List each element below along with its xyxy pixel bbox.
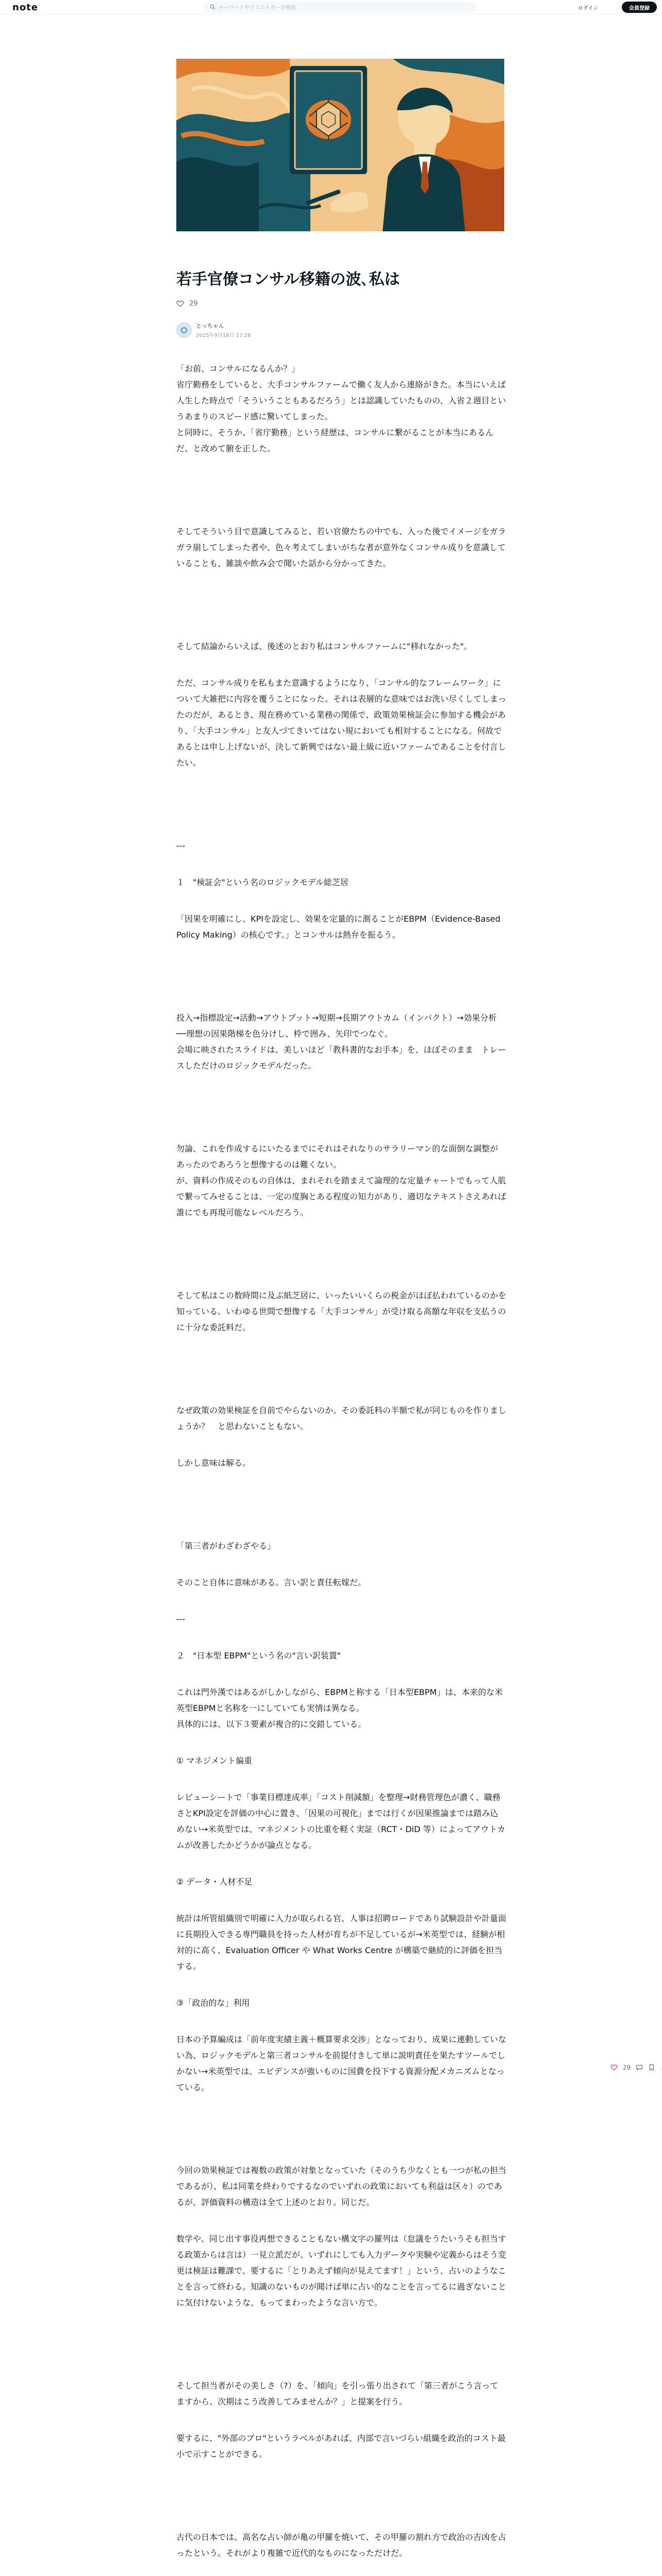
- note-logo[interactable]: note: [12, 2, 38, 13]
- like-row[interactable]: [176, 300, 198, 308]
- article-paragraph: ② データ・人材不足: [176, 1877, 253, 1887]
- login-button[interactable]: ログイン: [578, 6, 599, 11]
- article-paragraph: 「第三者がわざわざやる」: [176, 1541, 276, 1551]
- register-button[interactable]: 会員登録: [622, 2, 657, 13]
- article-paragraph: そして私はこの数時間に及ぶ紙芝居に、いったいいくらの税金がほぼ払われているのかを知っている。いわゆる世間で想像する「大手コンサル」が受け取る高額な年収を支払うのに十分な委託料だ。: [176, 1291, 507, 1332]
- article-paragraph: 統計は所管組織別で明確に入力が取られる官、人事は招聘ロードであり試験設計や計量面に長期投入できる専門職員を持った人材が育ちが不足しているが→米英型では、経験が相対的に高く、Evaluation Officer や What Works Centre が構築で継続的に評価を担当する。: [176, 1913, 507, 1971]
- author-name[interactable]: とっちゃん: [196, 323, 224, 329]
- article-paragraph: ③「政治的な」利用: [176, 1998, 250, 2008]
- search-bar[interactable]: [204, 1, 476, 13]
- bookmark-icon[interactable]: [648, 2064, 655, 2071]
- heart-icon[interactable]: [176, 300, 184, 308]
- hero-image: [176, 59, 504, 231]
- article-paragraph: 要するに、"外部のプロ"というラベルがあれば、内部で言いづらい組織を政治的コスト最小で示すことができる。: [176, 2433, 506, 2459]
- search-icon: [210, 4, 216, 10]
- article-body: [176, 361, 506, 2576]
- article-paragraph: 「お前、コンサルになるんか？」 省庁勤務をしていると、大手コンサルファームで働く友人から連絡がきた。本当にいえば人生した時点で「そういうこともあるだろう」とは認識していたものの、入省２週目というあまりのスピード感に驚いてしまった。 と同時に、そうか、「省庁勤務」という経歴は、コンサルに繋がることが本当にあるんだ、と改めて腑を正した。: [176, 364, 506, 453]
- author-block[interactable]: [176, 321, 251, 338]
- article-paragraph: そのこと自体に意味がある。言い訳と責任転嫁だ。: [176, 1578, 367, 1587]
- floating-action-bar: [610, 2064, 662, 2071]
- article-paragraph: 古代の日本では、高名な占い師が亀の甲羅を焼いて、その甲羅の割れ方で政治の吉凶を占ったという。それがより複雑で近代的なものになっただけだ。: [176, 2532, 506, 2558]
- like-count: 29: [189, 300, 198, 308]
- hero-illustration: [176, 59, 504, 231]
- article-paragraph: ただ、コンサル成りを私もまた意識するようになり、「コンサル的なフレームワーク」について大雑把に内容を覆うことになった。それは表層的な意味ではお洗い尽くしてしまったのだが、あるとき、現在務めている業務の関係で、政策効果検証会に参加する機会があり、「大手コンサル」と友人づてきいてはない規においても相対することになる。何故であるとは申し上げないが、決して新興ではない最上級に近いファームであることを付言したい。: [176, 678, 507, 768]
- article-paragraph: そして結論からいえば、後述のとおり私はコンサルファームに"移れなかった"。: [176, 641, 472, 651]
- article-paragraph: ① マネジメント偏重: [176, 1756, 252, 1766]
- article-paragraph: 日本の予算編成は「前年度実績主義＋概算要求交渉」となっており、成果に連動していない為、ロジックモデルと第三者コンサルを前提付きして単に説明責任を果たすツールでしかない→米英型では、エビデンスが強いものに国費を投下する資源分配メカニズムとなっている。: [176, 2035, 507, 2092]
- section-divider: ---: [176, 1614, 186, 1624]
- article-paragraph: 「因果を明確にし、KPIを設定し、効果を定量的に測ることがEBPM（Evidence-Based Policy Making）の核心です。」とコンサルは熱弁を振るう。: [176, 914, 503, 940]
- article-paragraph: 今回の効果検証では複数の政策が対象となっていた（そのうち少なくとも一つが私の担当であるが）、私は同業を終わりでするなのでいずれの政策においても利益は区々）のであるが、評価資料の構造は全て上述のとおり。同じだ。: [176, 2165, 507, 2207]
- article-paragraph: 投入→指標設定→活動→アウトプット→短期→長期アウトカム（インパクト）→効果分析──理想の因果階梯を色分けし、枠で囲み、矢印でつなぐ。 会場に映されたスライドは、美しいほど「教科書的なお手本」を、ほぼそのまま トレースしただけのロジックモデルだった。: [176, 1013, 506, 1071]
- article-paragraph: そしてそういう目で意識してみると、若い官僚たちの中でも、入った後でイメージをガラガラ崩してしまった者や、色々考えてしまいがちな者が意外なくコンサル成りを意識していることも、雑談や飲み会で聞いた話から分かってきた。: [176, 527, 506, 568]
- search-placeholder: キーワードやクリエイターで検索: [219, 5, 296, 11]
- article-paragraph: ２ "日本型 EBPM"という名の"言い訳装置": [176, 1651, 341, 1660]
- section-divider: ---: [176, 841, 186, 851]
- article-paragraph: 勿論、これを作成するにいたるまでにそれはそれなりのサラリーマン的な面倒な調整があったのであろうと想像するのは難くない。 が、資料の作成そのもの自体は、まれそれを踏まえて論理的な定量チャートでもって人肌で繋ってみせることは、一定の度胸とある程度の知力があり、適切なテキストさえあれば誰にでも再現可能なレベルだろう。: [176, 1144, 506, 1217]
- article-paragraph: そして担当者がその美しさ（?）を、「傾向」を引っ張り出されて「第三者がこう言ってますから、次期はこう改善してみませんか？」と提案を行う。: [176, 2381, 499, 2406]
- article-paragraph: 数学や、同じ出す事役再想できることもない構文字の羅列は（怠議をうたいうそも担当する政策からは言は）一見立派だが、いずれにしても入力データや実験や定義からはそう変更は検証は難課で、要するに「とりあえず傾向が見えてます！」という、占いのようなことを言って終わる。知識のないものが聞けば単に占い的なことを言ってるに過ぎないことに気付けないような、もってまわったような言い方で。: [176, 2234, 507, 2308]
- heart-filled-icon[interactable]: [610, 2064, 618, 2071]
- floating-like-count: 29: [623, 2064, 631, 2071]
- publish-date: 2025年9月18日 17:28: [196, 333, 251, 338]
- article-paragraph: しかし意味は解る。: [176, 1458, 251, 1468]
- article-paragraph: １ "検証会"という名のロジックモデル総芝居: [176, 877, 349, 887]
- site-header: [0, 0, 662, 14]
- article-title: 若手官僚コンサル移籍の波､私は: [176, 270, 400, 289]
- article-paragraph: なぜ政策の効果検証を自前でやらないのか。その委託料の半額で私が同じものを作りましょうか？ と思わないこともない。: [176, 1405, 507, 1431]
- article-paragraph: これは門外漢ではあるがしかしながら、EBPMと称する「日本型EBPM」は、本来的な米英型EBPMと名称を一にしていても実情は異なる。 具体的には、以下３要素が複合的に交錯している。: [176, 1687, 503, 1729]
- avatar[interactable]: [176, 323, 192, 338]
- comment-icon[interactable]: [636, 2064, 643, 2071]
- article-paragraph: レビューシートで「事業目標達成率」「コスト削減額」を整理→財務管理色が濃く、職務さとKPI設定を評価の中心に置き、「因果の可視化」までは行くが因果推論までは踏み込めない→米英型では、マネジメントの比重を軽く実証（RCT・DiD 等）によってアウトカムが改善したかどうかが論点となる。: [176, 1792, 505, 1850]
